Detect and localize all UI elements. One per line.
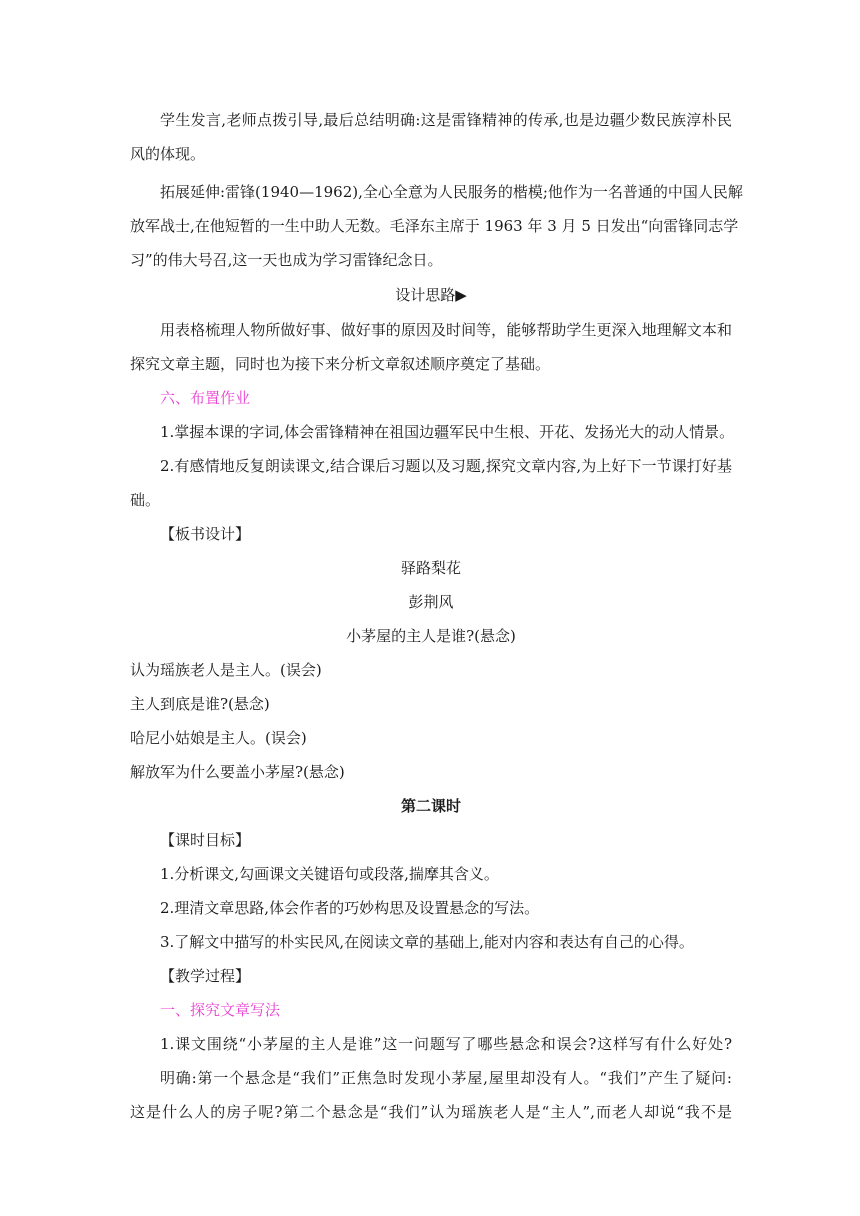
board-line: 解放军为什么要盖小茅屋?(悬念) xyxy=(130,763,345,781)
paragraph-line: 1.课文围绕“小茅屋的主人是谁”这一问题写了哪些悬念和误会?这样写有什么好处? xyxy=(160,1035,732,1053)
paragraph-line: 1.分析课文,勾画课文关键语句或段落,揣摩其含义。 xyxy=(160,865,499,883)
design-idea-heading: 设计思路▶ xyxy=(395,286,467,304)
paragraph-line: 3.了解文中描写的朴实民风,在阅读文章的基础上,能对内容和表达有自己的心得。 xyxy=(160,933,694,951)
board-line: 哈尼小姑娘是主人。(误会) xyxy=(130,729,307,747)
teaching-process-heading: 【教学过程】 xyxy=(160,967,251,985)
paragraph-line: 风的体现。 xyxy=(130,145,206,163)
paragraph-line: 拓展延伸:雷锋(1940—1962),全心全意为人民服务的楷模;他作为一名普通的中国人民解 xyxy=(160,183,743,201)
lesson-goals-heading: 【课时目标】 xyxy=(160,831,251,849)
paragraph-line: 探究文章主题，同时也为接下来分析文章叙述顺序奠定了基础。 xyxy=(130,355,551,373)
section-heading: 一、探究文章写法 xyxy=(160,1001,281,1019)
board-line: 认为瑶族老人是主人。(误会) xyxy=(130,661,322,679)
paragraph-line: 这是什么人的房子呢?第二个悬念是“我们”认为瑶族老人是“主人”,而老人却说“我不是 xyxy=(130,1103,732,1121)
paragraph-line: 用表格梳理人物所做好事、做好事的原因及时间等，能够帮助学生更深入地理解文本和 xyxy=(160,321,732,339)
board-line: 主人到底是谁?(悬念) xyxy=(130,695,270,713)
board-title: 驿路梨花 xyxy=(400,559,461,577)
board-line: 小茅屋的主人是谁?(悬念) xyxy=(346,627,516,645)
paragraph-line: 学生发言,老师点拨引导,最后总结明确:这是雷锋精神的传承,也是边疆少数民族淳朴民 xyxy=(160,111,732,129)
paragraph-line: 1.掌握本课的字词,体会雷锋精神在祖国边疆军民中生根、开花、发扬光大的动人情景。 xyxy=(160,423,735,441)
paragraph-line: 放军战士,在他短暂的一生中助人无数。毛泽东主席于 1963 年 3 月 5 日发出“向雷锋同志学 xyxy=(130,217,739,235)
paragraph-line: 2.有感情地反复朗读课文,结合课后习题以及习题,探究文章内容,为上好下一节课打好基 xyxy=(160,457,732,475)
section-heading: 六、布置作业 xyxy=(160,389,251,407)
paragraph-line: 2.理清文章思路,体会作者的巧妙构思及设置悬念的写法。 xyxy=(160,899,540,917)
paragraph-line: 明确:第一个悬念是“我们”正焦急时发现小茅屋,屋里却没有人。“我们”产生了疑问: xyxy=(160,1069,732,1087)
board-design-heading: 【板书设计】 xyxy=(160,525,251,543)
board-author: 彭荆风 xyxy=(408,593,454,611)
paragraph-line: 础。 xyxy=(130,491,161,509)
lesson-two-title: 第二课时 xyxy=(400,797,461,815)
paragraph-line: 习”的伟大号召,这一天也成为学习雷锋纪念日。 xyxy=(130,251,443,269)
